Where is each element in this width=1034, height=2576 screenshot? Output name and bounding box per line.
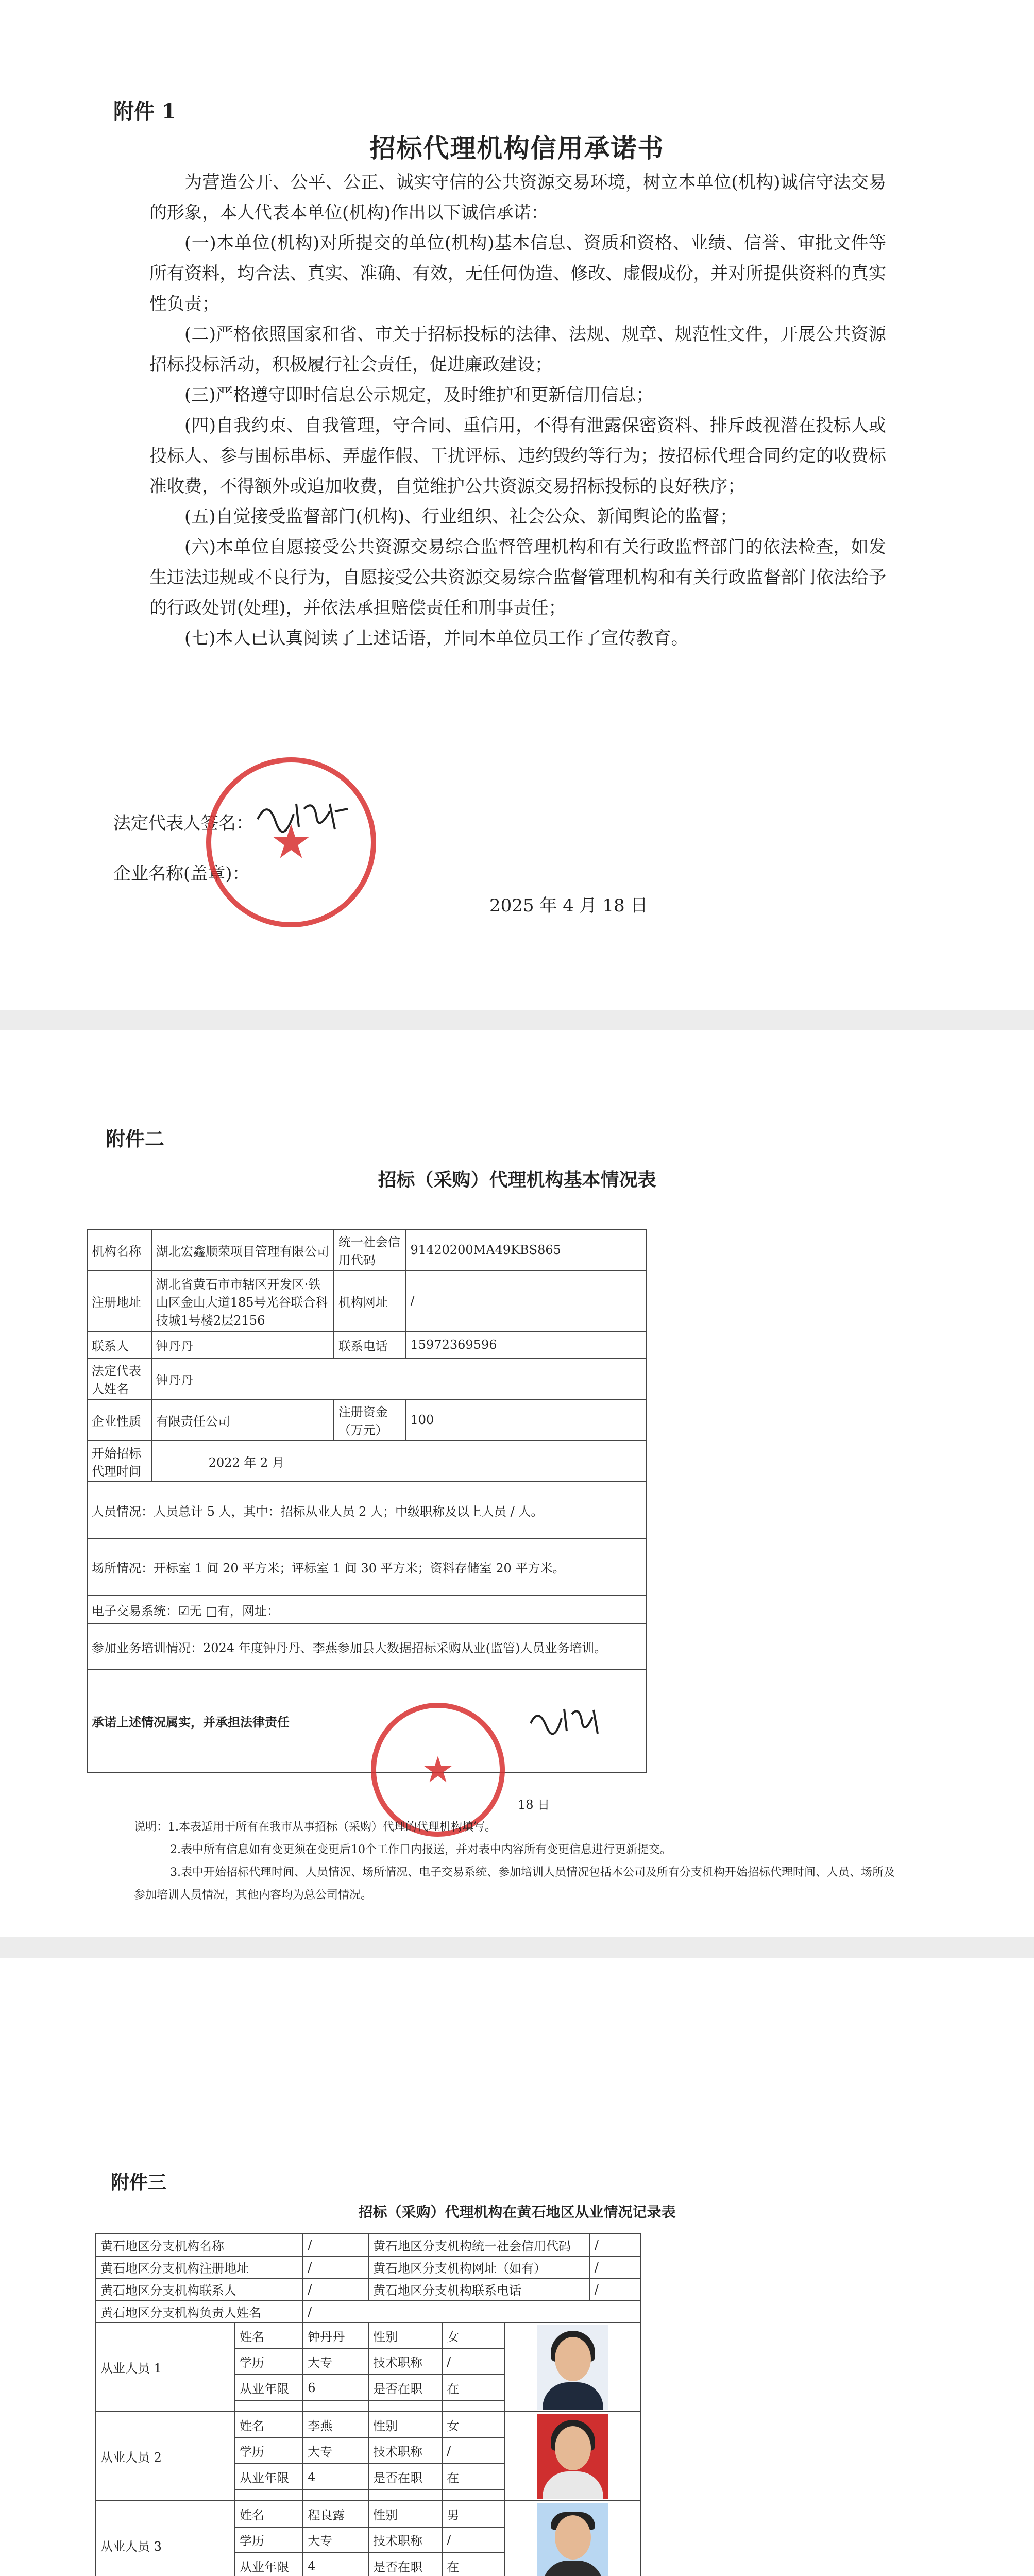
cell-label: 从业年限	[235, 2553, 303, 2576]
cell-value: 湖北宏鑫顺荣项目管理有限公司	[151, 1229, 334, 1270]
staff-info: 人员情况：人员总计 5 人，其中：招标从业人员 2 人；中级职称及以上人员 / 人。	[87, 1482, 647, 1538]
cell-label: 学历	[235, 2527, 303, 2553]
cell-value: 4	[303, 2464, 368, 2490]
cell-label: 机构网址	[334, 1270, 406, 1331]
commitment-body	[149, 167, 886, 654]
cell-value: /	[406, 1270, 647, 1331]
page-basic-info	[0, 1030, 1034, 1937]
cell-value: /	[303, 2300, 641, 2323]
cell-value: /	[303, 2278, 368, 2300]
cell-label: 技术职称	[368, 2527, 442, 2553]
cell-label: 从业年限	[235, 2464, 303, 2490]
cell-value: /	[590, 2234, 641, 2256]
cell-label: 统一社会信用代码	[334, 1229, 406, 1270]
page-title: 招标代理机构信用承诺书	[369, 133, 665, 163]
cell-label: 黄石地区分支机构注册地址	[96, 2256, 303, 2278]
photo-cell	[504, 2501, 641, 2576]
cell-value: 程良露	[303, 2501, 368, 2527]
company-name-label: 企业名称(盖章)：	[113, 863, 250, 884]
cell-label: 注册地址	[87, 1270, 151, 1331]
page-gap	[0, 1937, 1034, 1958]
cell-value: 在	[442, 2553, 504, 2576]
basic-info-table	[87, 1229, 647, 1773]
cell-value: 李燕	[303, 2412, 368, 2438]
seal-star-icon: ★	[270, 815, 312, 869]
seal-star-icon: ★	[421, 1749, 454, 1791]
staff-table	[95, 2233, 641, 2576]
legal-rep-label: 法定代表人签名：	[113, 813, 253, 834]
cell-value: 女	[442, 2323, 504, 2349]
cell-value: 大专	[303, 2527, 368, 2553]
paragraph: (七)本人已认真阅读了上述话语，并同本单位员工作了宣传教育。	[184, 628, 689, 649]
annex-label: 附件三	[111, 2172, 167, 2193]
cell-label: 黄石地区分支机构负责人姓名	[96, 2300, 303, 2323]
cell-value: 大专	[303, 2438, 368, 2464]
note-line: 3.表中开始招标代理时间、人员情况、场所情况、电子交易系统、参加培训人员情况包括本公司及所有分支机构开始招标代理时间、人员、场所及参加培训人员情况，其他内容均为总公司情况。	[134, 1866, 895, 1902]
staff-photo	[537, 2503, 608, 2576]
staff-photo	[537, 2325, 608, 2410]
cell-label: 注册资金（万元）	[334, 1399, 406, 1440]
cell-value: 100	[406, 1399, 647, 1440]
paragraph: (六)本单位自愿接受公共资源交易综合监督管理机构和有关行政监督部门的依法检查，如发生违法违规或不良行为，自愿接受公共资源交易综合监督管理机构和有关行政监督部门依法给予的行政处罚(处理)，并依法承担赔偿责任和刑事责任；	[149, 537, 886, 618]
cell-value: /	[303, 2256, 368, 2278]
cell-label: 技术职称	[368, 2349, 442, 2375]
cell-label: 联系电话	[334, 1331, 406, 1358]
commitment-date: 2025 年 4 月 18 日	[489, 895, 648, 916]
page-title: 招标（采购）代理机构基本情况表	[378, 1169, 656, 1191]
sign-date: 18 日	[518, 1798, 550, 1812]
cell-value: /	[590, 2256, 641, 2278]
cell-label: 开始招标代理时间	[87, 1440, 151, 1482]
cell-label: 是否在职	[368, 2553, 442, 2576]
cell-value: /	[442, 2438, 504, 2464]
cell-label: 黄石地区分支机构联系人	[96, 2278, 303, 2300]
cell-label: 性别	[368, 2323, 442, 2349]
annex-label: 附件 1	[113, 99, 176, 124]
cell-value: 6	[303, 2375, 368, 2401]
page-gap	[0, 1010, 1034, 1030]
company-seal	[206, 757, 376, 927]
cell-value: 钟丹丹	[151, 1331, 334, 1358]
cell-label: 黄石地区分支机构联系电话	[368, 2278, 590, 2300]
cell-value: /	[442, 2349, 504, 2375]
cell-label: 性别	[368, 2412, 442, 2438]
ets-info: 电子交易系统：☑无 □有，网址：	[87, 1595, 647, 1624]
paragraph: (二)严格依照国家和省、市关于招标投标的法律、法规、规章、规范性文件，开展公共资源招标投标活动，积极履行社会责任，促进廉政建设；	[149, 324, 886, 375]
staff-photo	[537, 2414, 608, 2499]
paragraph: (三)严格遵守即时信息公示规定，及时维护和更新信用信息；	[184, 385, 654, 405]
cell-label: 企业性质	[87, 1399, 151, 1440]
cell-label: 学历	[235, 2438, 303, 2464]
cell-value: /	[590, 2278, 641, 2300]
cell-label: 性别	[368, 2501, 442, 2527]
cell-value: 在	[442, 2375, 504, 2401]
cell-label: 黄石地区分支机构统一社会信用代码	[368, 2234, 590, 2256]
cell-value: /	[303, 2234, 368, 2256]
cell-label: 是否在职	[368, 2464, 442, 2490]
cell-value: 在	[442, 2464, 504, 2490]
page-title: 招标（采购）代理机构在黄石地区从业情况记录表	[358, 2204, 676, 2221]
cell-label: 姓名	[235, 2501, 303, 2527]
page-credit-commitment	[0, 0, 1034, 1010]
commit-statement: 承诺上述情况属实，并承担法律责任	[87, 1669, 647, 1772]
cell-label: 法定代表人姓名	[87, 1358, 151, 1399]
cell-label: 学历	[235, 2349, 303, 2375]
cell-value: 女	[442, 2412, 504, 2438]
page-huangshi-staff	[0, 1958, 1034, 2576]
notes	[134, 1816, 896, 1907]
cell-label: 姓名	[235, 2412, 303, 2438]
cell-label: 黄石地区分支机构名称	[96, 2234, 303, 2256]
handwritten-signature	[526, 1703, 608, 1739]
cell-label: 联系人	[87, 1331, 151, 1358]
cell-value: 大专	[303, 2349, 368, 2375]
note-line: 2.表中所有信息如有变更须在变更后10个工作日内报送，并对表中内容所有变更信息进行更新提交。	[170, 1843, 671, 1856]
cell-value: 有限责任公司	[151, 1399, 334, 1440]
training-info: 参加业务培训情况：2024 年度钟丹丹、李燕参加县大数据招标采购从业(监管)人员业务培训。	[87, 1624, 647, 1669]
paragraph: (一)本单位(机构)对所提交的单位(机构)基本信息、资质和资格、业绩、信誉、审批文件等所有资料，均合法、真实、准确、有效，无任何伪造、修改、虚假成份，并对所提供资料的真实性负责；	[149, 233, 886, 314]
photo-cell	[504, 2323, 641, 2412]
cell-label: 机构名称	[87, 1229, 151, 1270]
cell-value: /	[442, 2527, 504, 2553]
paragraph: (五)自觉接受监督部门(机构)、行业组织、社会公众、新闻舆论的监督；	[184, 506, 738, 527]
paragraph: 为营造公开、公平、公正、诚实守信的公共资源交易环境，树立本单位(机构)诚信守法交易的形象，本人代表本单位(机构)作出以下诚信承诺：	[149, 172, 886, 223]
cell-value: 湖北省黄石市市辖区开发区·铁山区金山大道185号光谷联合科技城1号楼2层2156	[151, 1270, 334, 1331]
cell-label: 是否在职	[368, 2375, 442, 2401]
note-line: 说明：1.本表适用于所有在我市从事招标（采购）代理的代理机构填写。	[134, 1821, 496, 1834]
cell-value: 15972369596	[406, 1331, 647, 1358]
staff-label: 从业人员 1	[96, 2323, 235, 2412]
cell-value: 钟丹丹	[151, 1358, 647, 1399]
cell-label: 黄石地区分支机构网址（如有）	[368, 2256, 590, 2278]
cell-value: 4	[303, 2553, 368, 2576]
cell-value: 2022 年 2 月	[151, 1440, 647, 1482]
staff-label: 从业人员 2	[96, 2412, 235, 2501]
paragraph: (四)自我约束、自我管理，守合同、重信用，不得有泄露保密资料、排斥歧视潜在投标人或投标人、参与围标串标、弄虚作假、干扰评标、违约毁约等行为；按招标代理合同约定的收费标准收费，不得额外或追加收费，自觉维护公共资源交易招标投标的良好秩序；	[149, 415, 886, 497]
annex-label: 附件二	[106, 1127, 165, 1150]
cell-label: 从业年限	[235, 2375, 303, 2401]
cell-label: 技术职称	[368, 2438, 442, 2464]
venue-info: 场所情况：开标室 1 间 20 平方米；评标室 1 间 30 平方米；资料存储室 20 平方米。	[87, 1538, 647, 1595]
cell-label: 姓名	[235, 2323, 303, 2349]
cell-value: 钟丹丹	[303, 2323, 368, 2349]
staff-label: 从业人员 3	[96, 2501, 235, 2576]
photo-cell	[504, 2412, 641, 2501]
cell-value: 91420200MA49KBS865	[406, 1229, 647, 1270]
cell-value: 男	[442, 2501, 504, 2527]
